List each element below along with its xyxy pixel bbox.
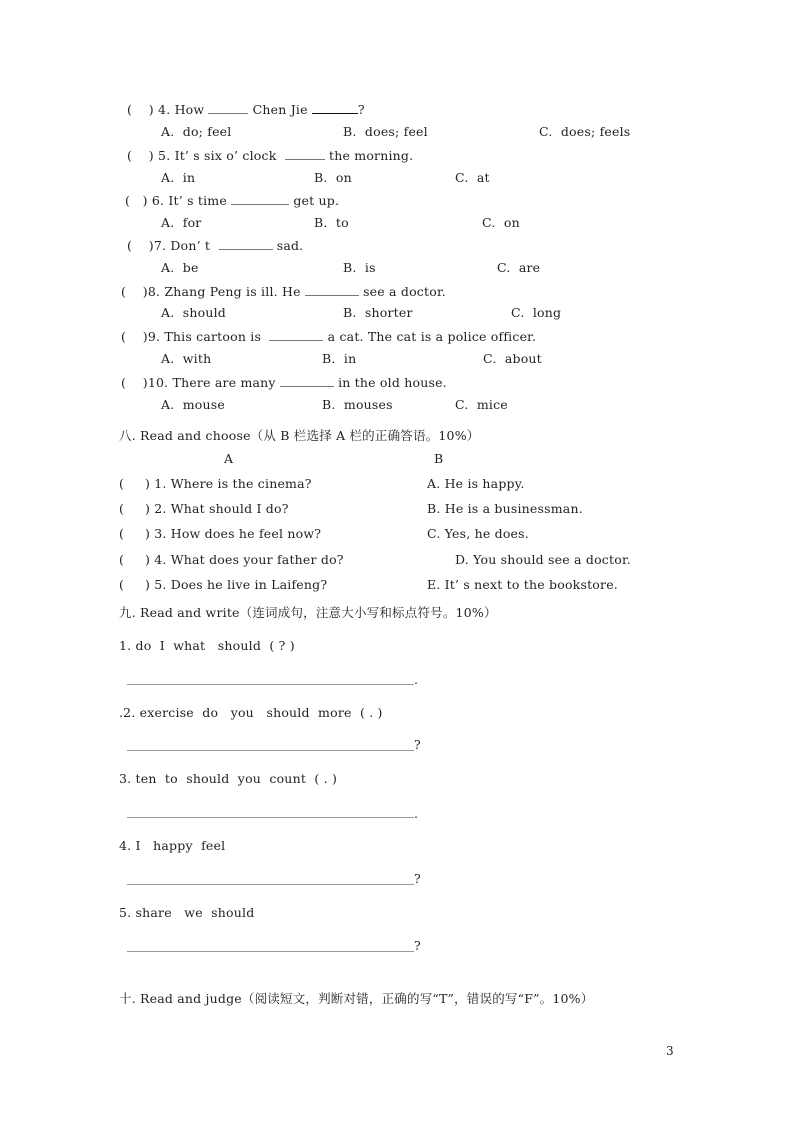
sentence-prompt: 4. I happy feel [119, 838, 226, 853]
answer-paren[interactable]: ( ) [119, 552, 151, 567]
blank[interactable] [305, 283, 359, 296]
column-a-header: A [224, 451, 234, 466]
match-answer: C. Yes, he does. [427, 526, 529, 541]
section-10-title: 十. Read and judge（阅读短文，判断对错，正确的写“T”，错误的写“F”。10%） [119, 991, 594, 1006]
option: B. is [343, 260, 376, 275]
option: A. with [161, 351, 212, 366]
blank[interactable] [219, 237, 273, 250]
page-number: 3 [666, 1044, 674, 1058]
answer-paren[interactable]: ( ) [121, 375, 148, 390]
option: C. on [482, 215, 520, 230]
option: A. mouse [161, 397, 225, 412]
match-answer: A. He is happy. [427, 476, 525, 491]
option: C. at [455, 170, 490, 185]
sentence-prompt: 3. ten to should you count ( . ) [119, 771, 338, 786]
answer-line[interactable] [127, 884, 414, 885]
option: C. long [511, 305, 562, 320]
match-answer: B. He is a businessman. [427, 501, 583, 516]
answer-line[interactable] [127, 750, 414, 751]
option: A. should [161, 305, 226, 320]
match-answer: E. It’ s next to the bookstore. [427, 577, 618, 592]
option: C. are [497, 260, 541, 275]
blank[interactable] [280, 374, 334, 387]
match-answer: D. You should see a doctor. [455, 552, 631, 567]
match-question: ( ) 2. What should I do? [119, 501, 289, 516]
option: B. shorter [343, 305, 413, 320]
answer-paren[interactable]: ( ) [125, 193, 148, 208]
option: B. to [314, 215, 349, 230]
answer-paren[interactable]: ( ) [127, 238, 154, 253]
option: B. mouses [322, 397, 393, 412]
blank[interactable] [269, 328, 323, 341]
option: B. does; feel [343, 124, 428, 139]
option: A. in [161, 170, 196, 185]
answer-paren[interactable]: ( ) [119, 501, 151, 516]
question-4: ( ) 4. How Chen Jie ? [127, 102, 365, 117]
answer-paren[interactable]: ( ) [119, 526, 151, 541]
answer-paren[interactable]: ( ) [121, 329, 148, 344]
end-punctuation: ? [414, 871, 421, 886]
answer-paren[interactable]: ( ) [121, 284, 148, 299]
sentence-prompt: 1. do I what should ( ? ) [119, 638, 295, 653]
option: C. does; feels [539, 124, 631, 139]
question-5: ( ) 5. It’ s six o’ clock the morning. [127, 148, 414, 163]
blank[interactable] [312, 101, 358, 114]
section-9-title: 九. Read and write（连词成句，注意大小写和标点符号。10%） [119, 605, 497, 620]
end-punctuation: ? [414, 938, 421, 953]
end-punctuation: . [414, 672, 418, 687]
question-10: ( )10. There are many in the old house. [121, 375, 447, 390]
answer-line[interactable] [127, 817, 414, 818]
option: B. in [322, 351, 357, 366]
answer-paren[interactable]: ( ) [119, 476, 151, 491]
blank[interactable] [285, 147, 325, 160]
question-6: ( ) 6. It’ s time get up. [125, 193, 340, 208]
end-punctuation: ? [414, 737, 421, 752]
section-8-title: 八. Read and choose（从 B 栏选择 A 栏的正确答语。10%） [119, 428, 480, 443]
answer-paren[interactable]: ( ) [127, 102, 154, 117]
sentence-prompt: .2. exercise do you should more ( . ) [119, 705, 383, 720]
option: C. mice [455, 397, 508, 412]
answer-paren[interactable]: ( ) [127, 148, 154, 163]
question-7: ( )7. Don’ t sad. [127, 238, 304, 253]
answer-paren[interactable]: ( ) [119, 577, 151, 592]
match-question: ( ) 3. How does he feel now? [119, 526, 322, 541]
option: A. for [161, 215, 202, 230]
question-9: ( )9. This cartoon is a cat. The cat is a police officer. [121, 329, 537, 344]
match-question: ( ) 1. Where is the cinema? [119, 476, 312, 491]
answer-line[interactable] [127, 951, 414, 952]
option: B. on [314, 170, 352, 185]
option: C. about [483, 351, 542, 366]
question-8: ( )8. Zhang Peng is ill. He see a doctor. [121, 284, 446, 299]
match-question: ( ) 5. Does he live in Laifeng? [119, 577, 328, 592]
option: A. be [161, 260, 199, 275]
sentence-prompt: 5. share we should [119, 905, 255, 920]
end-punctuation: . [414, 806, 418, 821]
option: A. do; feel [161, 124, 232, 139]
match-question: ( ) 4. What does your father do? [119, 552, 344, 567]
blank[interactable] [208, 101, 248, 114]
blank[interactable] [231, 192, 289, 205]
answer-line[interactable] [127, 684, 414, 685]
column-b-header: B [434, 451, 444, 466]
